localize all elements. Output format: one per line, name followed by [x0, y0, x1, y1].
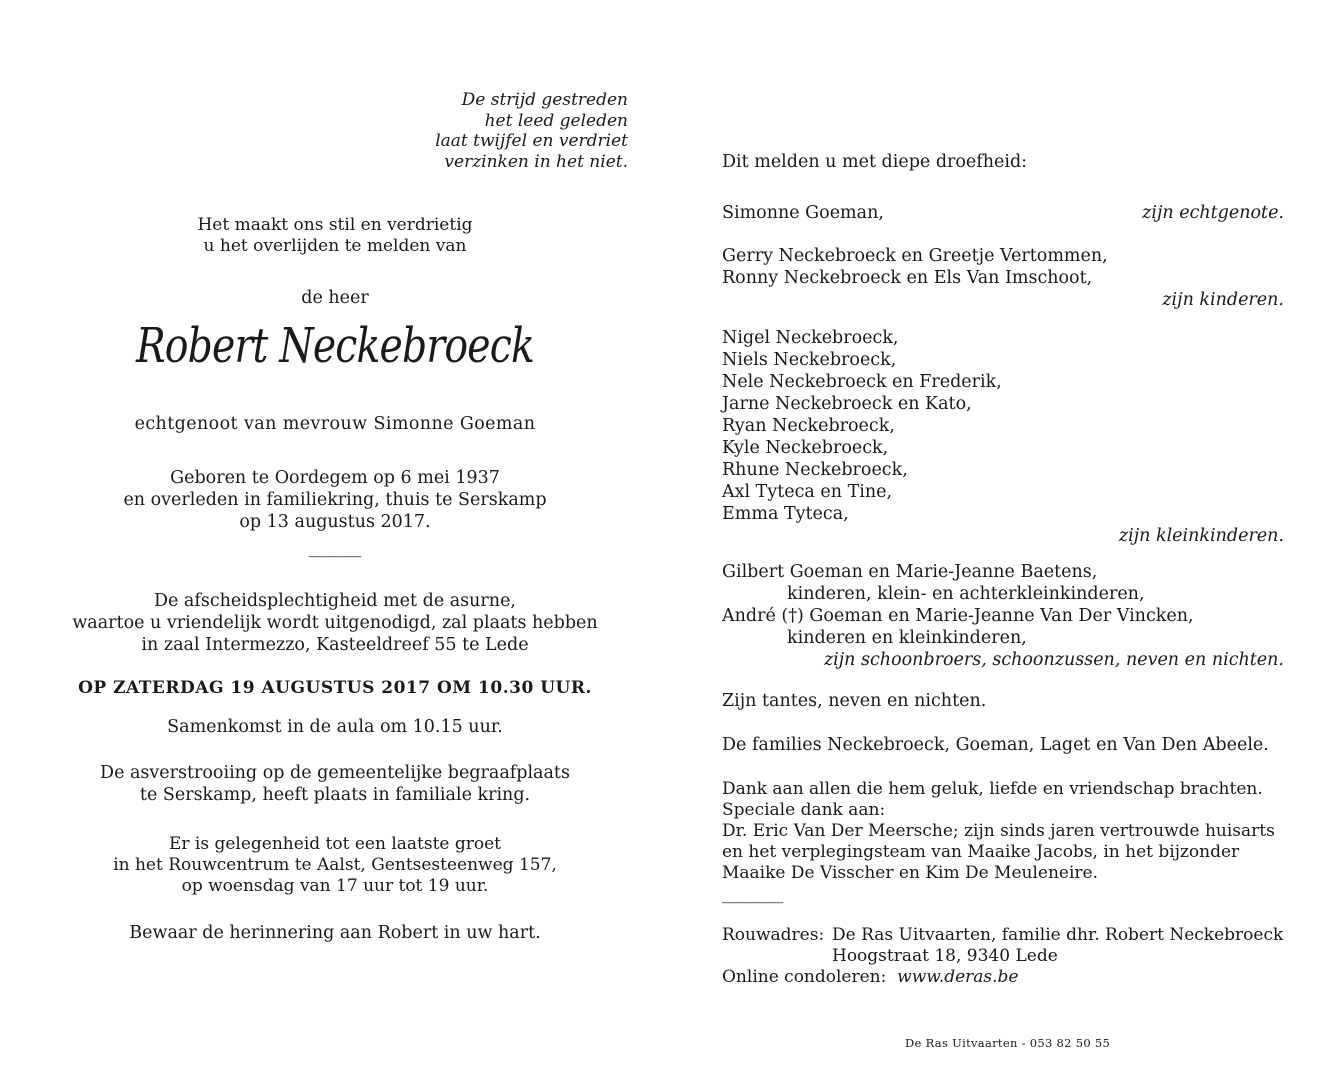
thanks-line: Dank aan allen die hem geluk, liefde en vriendschap brachten.: [722, 779, 1263, 799]
remember: Bewaar de herinnering aan Robert in uw hart.: [129, 923, 541, 943]
aunts: Zijn tantes, neven en nichten.: [722, 691, 987, 711]
ceremony-line: waartoe u vriendelijk wordt uitgenodigd, zal plaats hebben: [72, 613, 598, 633]
thanks-line: en het verplegingsteam van Maaike Jacobs, in het bijzonder: [722, 842, 1240, 862]
online-label: Online condoleren:: [722, 967, 887, 987]
viewing-line: op woensdag van 17 uur tot 19 uur.: [181, 876, 489, 896]
poem-line: het leed geleden: [484, 110, 628, 131]
intro-line: Het maakt ons stil en verdrietig: [197, 215, 473, 235]
inlaw-line: kinderen en kleinkinderen,: [787, 628, 1027, 648]
inlaws: [722, 561, 1284, 671]
thanks-line: Maaike De Visscher en Kim De Meuleneire.: [722, 863, 1099, 883]
thanks-line: Speciale dank aan:: [722, 800, 886, 820]
viewing-line: in het Rouwcentrum te Aalst, Gentsesteenweg 157,: [113, 855, 557, 875]
birth-death: [40, 467, 630, 533]
poem-line: De strijd gestreden: [461, 90, 628, 110]
ceremony-line: De afscheidsplechtigheid met de asurne,: [153, 591, 516, 611]
spouse-row: [722, 203, 1284, 223]
grandchild-line: Nigel Neckebroeck,: [722, 328, 899, 348]
scattering-line: De asverstrooiing op de gemeentelijke begraafplaats: [100, 763, 570, 783]
grandchild-line: Niels Neckebroeck,: [722, 350, 897, 370]
grandchildren-role: zijn kleinkinderen.: [1118, 526, 1284, 546]
separator: ______: [308, 538, 362, 558]
date-line: OP ZATERDAG 19 AUGUSTUS 2017 OM 10.30 UUR.: [78, 678, 592, 698]
children-role: zijn kinderen.: [1162, 290, 1284, 310]
inlaws-role: zijn schoonbroers, schoonzussen, neven en nichten.: [823, 650, 1284, 670]
ceremony-line: in zaal Intermezzo, Kasteeldreef 55 te Lede: [141, 635, 529, 655]
grandchild-line: Axl Tyteca en Tine,: [722, 482, 893, 502]
grandchild-line: Rhune Neckebroeck,: [722, 460, 908, 480]
scattering: [40, 762, 630, 806]
scattering-line: te Serskamp, heeft plaats in familiale kring.: [139, 785, 531, 805]
birth-death-line: Geboren te Oordegem op 6 mei 1937: [170, 468, 500, 488]
families: De families Neckebroeck, Goeman, Laget en Van Den Abeele.: [722, 735, 1269, 755]
address-label: Rouwadres:: [722, 925, 825, 945]
birth-death-line: en overleden in familiekring, thuis te Serskamp: [123, 490, 547, 510]
grandchild-line: Nele Neckebroeck en Frederik,: [722, 372, 1002, 392]
child-line: Gerry Neckebroeck en Greetje Vertommen,: [722, 246, 1108, 266]
thanks-line: Dr. Eric Van Der Meersche; zijn sinds jaren vertrouwde huisarts: [722, 821, 1275, 841]
ceremony: [40, 590, 630, 656]
poem: [435, 90, 628, 172]
inlaw-line: André (†) Goeman en Marie-Jeanne Van Der Vincken,: [722, 606, 1194, 626]
address: [722, 925, 1284, 988]
deceased-name: Robert Neckebroeck: [135, 318, 535, 374]
viewing: [40, 834, 630, 897]
children: [722, 245, 1284, 311]
inlaw-line: Gilbert Goeman en Marie-Jeanne Baetens,: [722, 562, 1098, 582]
grandchild-line: Emma Tyteca,: [722, 504, 849, 524]
intro-line: u het overlijden te melden van: [203, 235, 467, 256]
intro: [40, 215, 630, 256]
inlaw-line: kinderen, klein- en achterkleinkinderen,: [787, 584, 1145, 604]
deceased-name-block: [40, 318, 630, 374]
grandchildren: [722, 327, 1284, 547]
announce: Dit melden u met diepe droefheid:: [722, 152, 1028, 172]
viewing-line: Er is gelegenheid tot een laatste groet: [168, 834, 502, 854]
grandchild-line: Ryan Neckebroeck,: [722, 416, 895, 436]
spouse-name: Simonne Goeman,: [722, 203, 884, 223]
poem-line: laat twijfel en verdriet: [435, 131, 628, 151]
thanks: [722, 779, 1284, 884]
grandchild-line: Jarne Neckebroeck en Kato,: [722, 394, 972, 414]
address-line1: De Ras Uitvaarten, familie dhr. Robert Neckebroeck: [832, 925, 1284, 945]
online-url: www.deras.be: [897, 967, 1019, 987]
birth-death-line: op 13 augustus 2017.: [239, 512, 431, 532]
spouse-role: zijn echtgenote.: [1142, 203, 1284, 223]
poem-line: verzinken in het niet.: [444, 151, 628, 172]
child-line: Ronny Neckebroeck en Els Van Imschoot,: [722, 268, 1093, 288]
separator-2: _______: [722, 884, 784, 904]
grandchild-line: Kyle Neckebroeck,: [722, 438, 889, 458]
title-prefix: de heer: [301, 288, 369, 308]
gathering: Samenkomst in de aula om 10.15 uur.: [167, 717, 503, 737]
spouse-line: echtgenoot van mevrouw Simonne Goeman: [134, 414, 536, 434]
address-line2: Hoogstraat 18, 9340 Lede: [832, 946, 1058, 966]
footer: De Ras Uitvaarten - 053 82 50 55: [905, 1036, 1111, 1050]
